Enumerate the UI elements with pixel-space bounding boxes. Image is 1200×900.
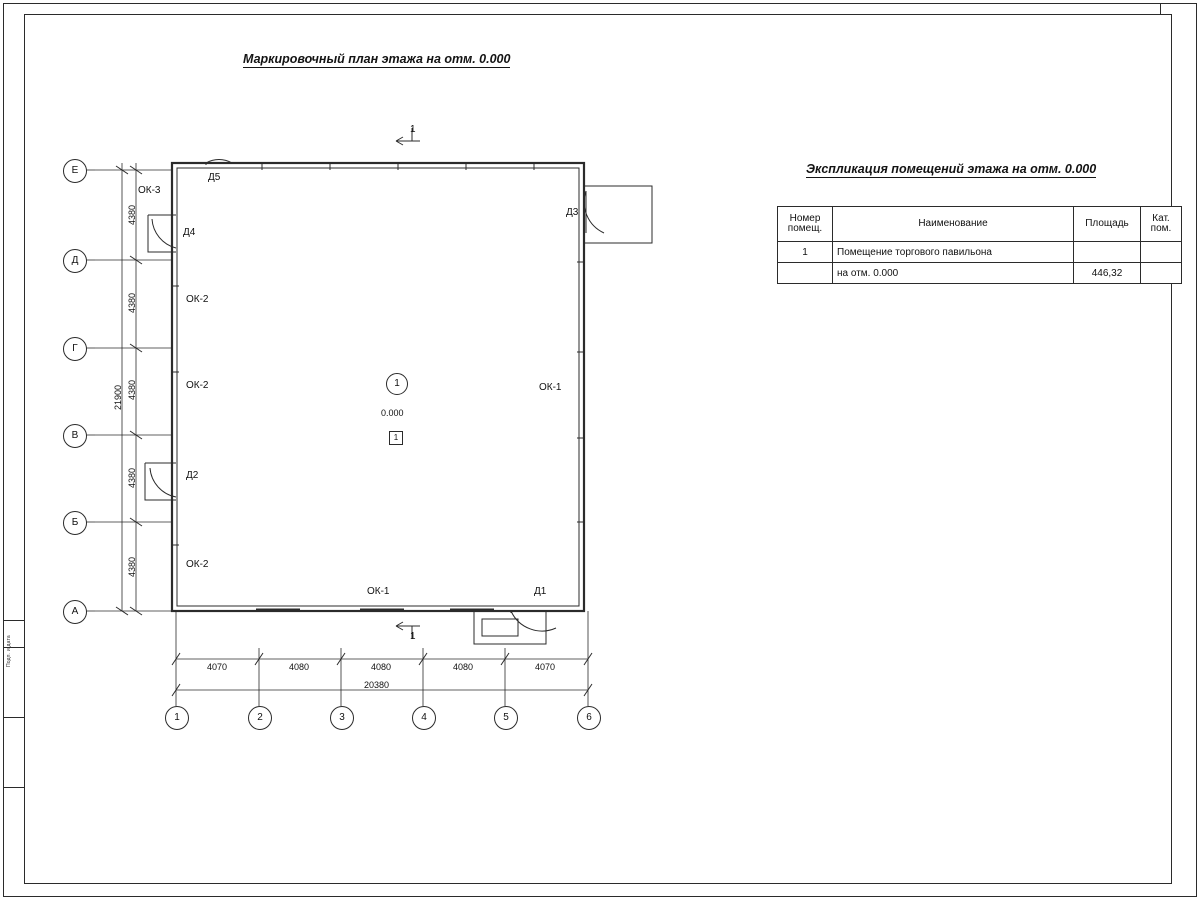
dim-vertical-5: 4380 xyxy=(127,556,137,577)
dim-horizontal-2: 4080 xyxy=(289,662,310,672)
axis-bubble-g: Г xyxy=(63,337,87,361)
window-label-ok1-right: ОК-1 xyxy=(539,382,562,393)
col-header-category: Кат. пом. xyxy=(1141,207,1182,242)
cell-name: Помещение торгового павильона xyxy=(833,242,1074,263)
cell-area: 446,32 xyxy=(1074,263,1141,284)
section-mark-top-label: 1 xyxy=(410,124,416,135)
dim-vertical-4: 4380 xyxy=(127,467,137,488)
title-block-side-label: Подп. и дата xyxy=(6,635,12,667)
window-label-ok2-1: ОК-2 xyxy=(186,294,209,305)
room-level-label: 0.000 xyxy=(381,408,404,418)
room-number-bubble: 1 xyxy=(386,373,408,395)
dim-horizontal-5: 4070 xyxy=(535,662,556,672)
cell-number: 1 xyxy=(778,242,833,263)
door-label-d3: Д3 xyxy=(566,207,579,218)
dim-vertical-2: 4380 xyxy=(127,292,137,313)
window-label-ok3: ОК-3 xyxy=(138,185,161,196)
axis-bubble-2: 2 xyxy=(248,706,272,730)
door-label-d1: Д1 xyxy=(534,586,547,597)
cell-category xyxy=(1141,242,1182,263)
dim-horizontal-total: 20380 xyxy=(364,680,390,690)
cell-category xyxy=(1141,263,1182,284)
dim-vertical-3: 4380 xyxy=(127,379,137,400)
axis-bubble-e: Е xyxy=(63,159,87,183)
table-row xyxy=(778,263,1182,284)
axis-bubble-b: Б xyxy=(63,511,87,535)
col-header-name: Наименование xyxy=(833,207,1074,242)
axis-bubble-1: 1 xyxy=(165,706,189,730)
cell-name: на отм. 0.000 xyxy=(833,263,1074,284)
col-header-area: Площадь xyxy=(1074,207,1141,242)
axis-bubble-6: 6 xyxy=(577,706,601,730)
dim-vertical-total: 21900 xyxy=(113,384,123,410)
table-row xyxy=(778,242,1182,263)
title-block-side-column xyxy=(4,620,25,883)
axis-bubble-a: А xyxy=(63,600,87,624)
axis-bubble-3: 3 xyxy=(330,706,354,730)
window-label-ok1-bottom: ОК-1 xyxy=(367,586,390,597)
explication-title: Экспликация помещений этажа на отм. 0.000 xyxy=(806,162,1097,176)
cell-number xyxy=(778,263,833,284)
col-header-number: Номер помещ. xyxy=(778,207,833,242)
axis-bubble-d: Д xyxy=(63,249,87,273)
explication-table xyxy=(777,206,1182,284)
table-header-row xyxy=(778,207,1182,242)
door-label-d5: Д5 xyxy=(208,172,221,183)
axis-bubble-5: 5 xyxy=(494,706,518,730)
window-label-ok2-3: ОК-2 xyxy=(186,559,209,570)
door-label-d2: Д2 xyxy=(186,470,199,481)
section-mark-bottom-label: 1 xyxy=(410,631,416,642)
room-mark-box: 1 xyxy=(389,431,403,445)
frame-tick xyxy=(1160,3,1161,14)
dim-horizontal-3: 4080 xyxy=(371,662,392,672)
axis-bubble-v: В xyxy=(63,424,87,448)
sheet-frame-inner xyxy=(24,14,1172,884)
plan-title: Маркировочный план этажа на отм. 0.000 xyxy=(243,52,511,66)
cell-area xyxy=(1074,242,1141,263)
window-label-ok2-2: ОК-2 xyxy=(186,380,209,391)
axis-bubble-4: 4 xyxy=(412,706,436,730)
dim-vertical-1: 4380 xyxy=(127,204,137,225)
dim-horizontal-1: 4070 xyxy=(207,662,228,672)
door-label-d4: Д4 xyxy=(183,227,196,238)
dim-horizontal-4: 4080 xyxy=(453,662,474,672)
